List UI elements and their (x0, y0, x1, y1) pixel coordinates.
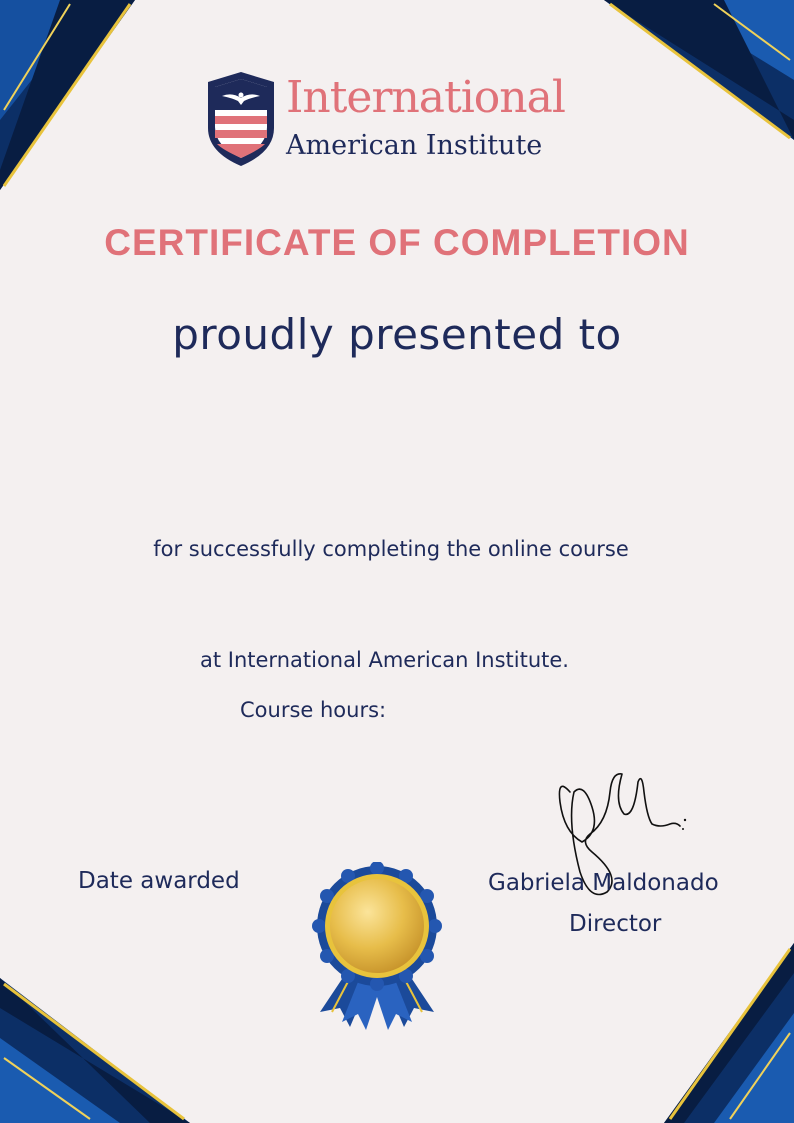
certificate-title: CERTIFICATE OF COMPLETION (104, 222, 690, 263)
course-completion-text: for successfully completing the online course (153, 537, 629, 561)
eagle-shield-icon (204, 70, 278, 168)
corner-decoration-top-left (0, 0, 140, 195)
director-title: Director (569, 911, 662, 937)
corner-decoration-bottom-left (0, 978, 190, 1123)
corner-decoration-top-right (604, 0, 794, 145)
institute-logo (204, 70, 604, 170)
corner-decoration-bottom-right (664, 943, 794, 1123)
logo-title: International (286, 72, 565, 123)
date-awarded-label: Date awarded (78, 868, 240, 894)
presented-to-text: proudly presented to (172, 310, 622, 359)
logo-subtitle: American Institute (286, 130, 543, 161)
award-ribbon-icon (312, 862, 442, 1032)
course-hours-label: Course hours: (240, 698, 387, 722)
institute-text: at International American Institute. (200, 648, 569, 672)
director-name: Gabriela Maldonado (488, 870, 719, 896)
